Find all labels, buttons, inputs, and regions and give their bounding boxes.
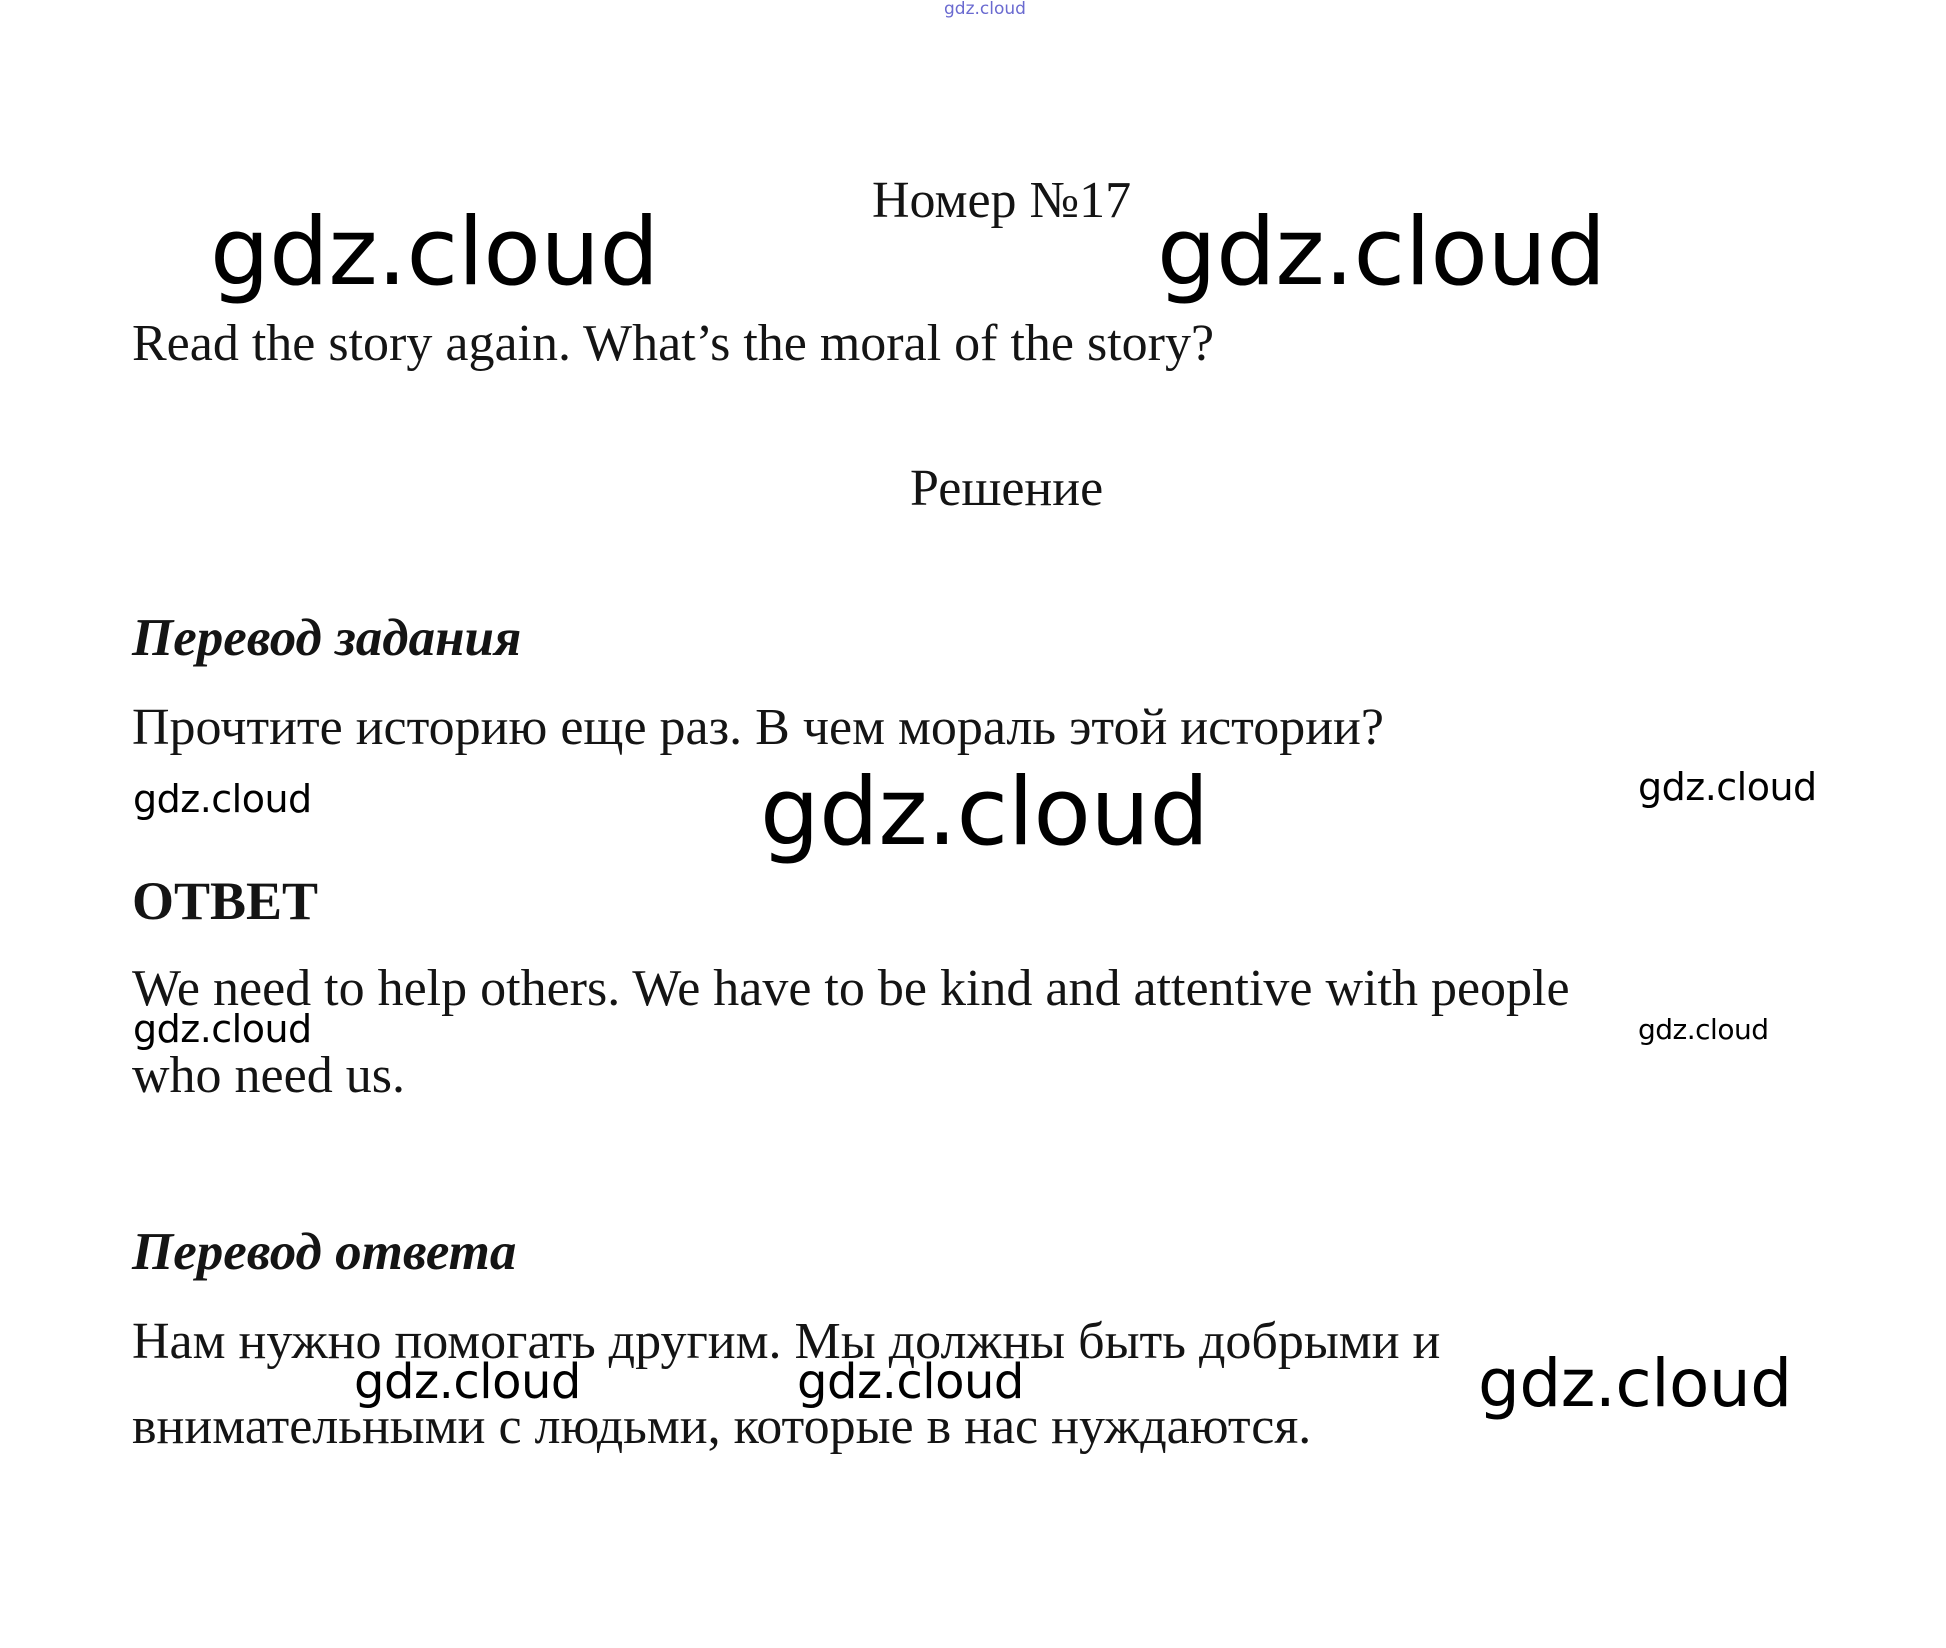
task-number-title: Номер №17	[872, 172, 1132, 229]
watermark-bottom-left: gdz.cloud	[354, 1354, 581, 1410]
watermark-large-center: gdz.cloud	[760, 758, 1209, 867]
answer-translation-line-1: Нам нужно помогать другим. Мы должны быть добрыми и	[132, 1313, 1441, 1370]
answer-heading: ОТВЕТ	[132, 871, 319, 931]
watermark-bottom-right: gdz.cloud	[1478, 1345, 1792, 1422]
watermark-answer-right: gdz.cloud	[1638, 1013, 1769, 1046]
watermark-large-left: gdz.cloud	[210, 198, 659, 307]
task-translation-text: Прочтите историю еще раз. В чем мораль этой истории?	[132, 699, 1384, 756]
answer-line-2: who need us.	[132, 1047, 405, 1104]
watermark-small-left: gdz.cloud	[133, 777, 312, 821]
answer-translation-line-2: внимательными с людьми, которые в нас нуждаются.	[132, 1398, 1312, 1455]
watermark-answer-left: gdz.cloud	[133, 1007, 312, 1051]
task-text: Read the story again. What’s the moral of the story?	[132, 315, 1215, 372]
task-translation-heading: Перевод задания	[132, 609, 522, 667]
answer-translation-heading: Перевод ответа	[132, 1223, 517, 1281]
answer-line-1: We need to help others. We have to be kind and attentive with people	[132, 960, 1570, 1017]
watermark-small-right: gdz.cloud	[1638, 765, 1817, 809]
top-watermark: gdz.cloud	[944, 0, 1026, 19]
solution-label: Решение	[910, 460, 1104, 517]
watermark-bottom-center: gdz.cloud	[797, 1354, 1024, 1410]
watermark-large-right: gdz.cloud	[1157, 198, 1606, 307]
